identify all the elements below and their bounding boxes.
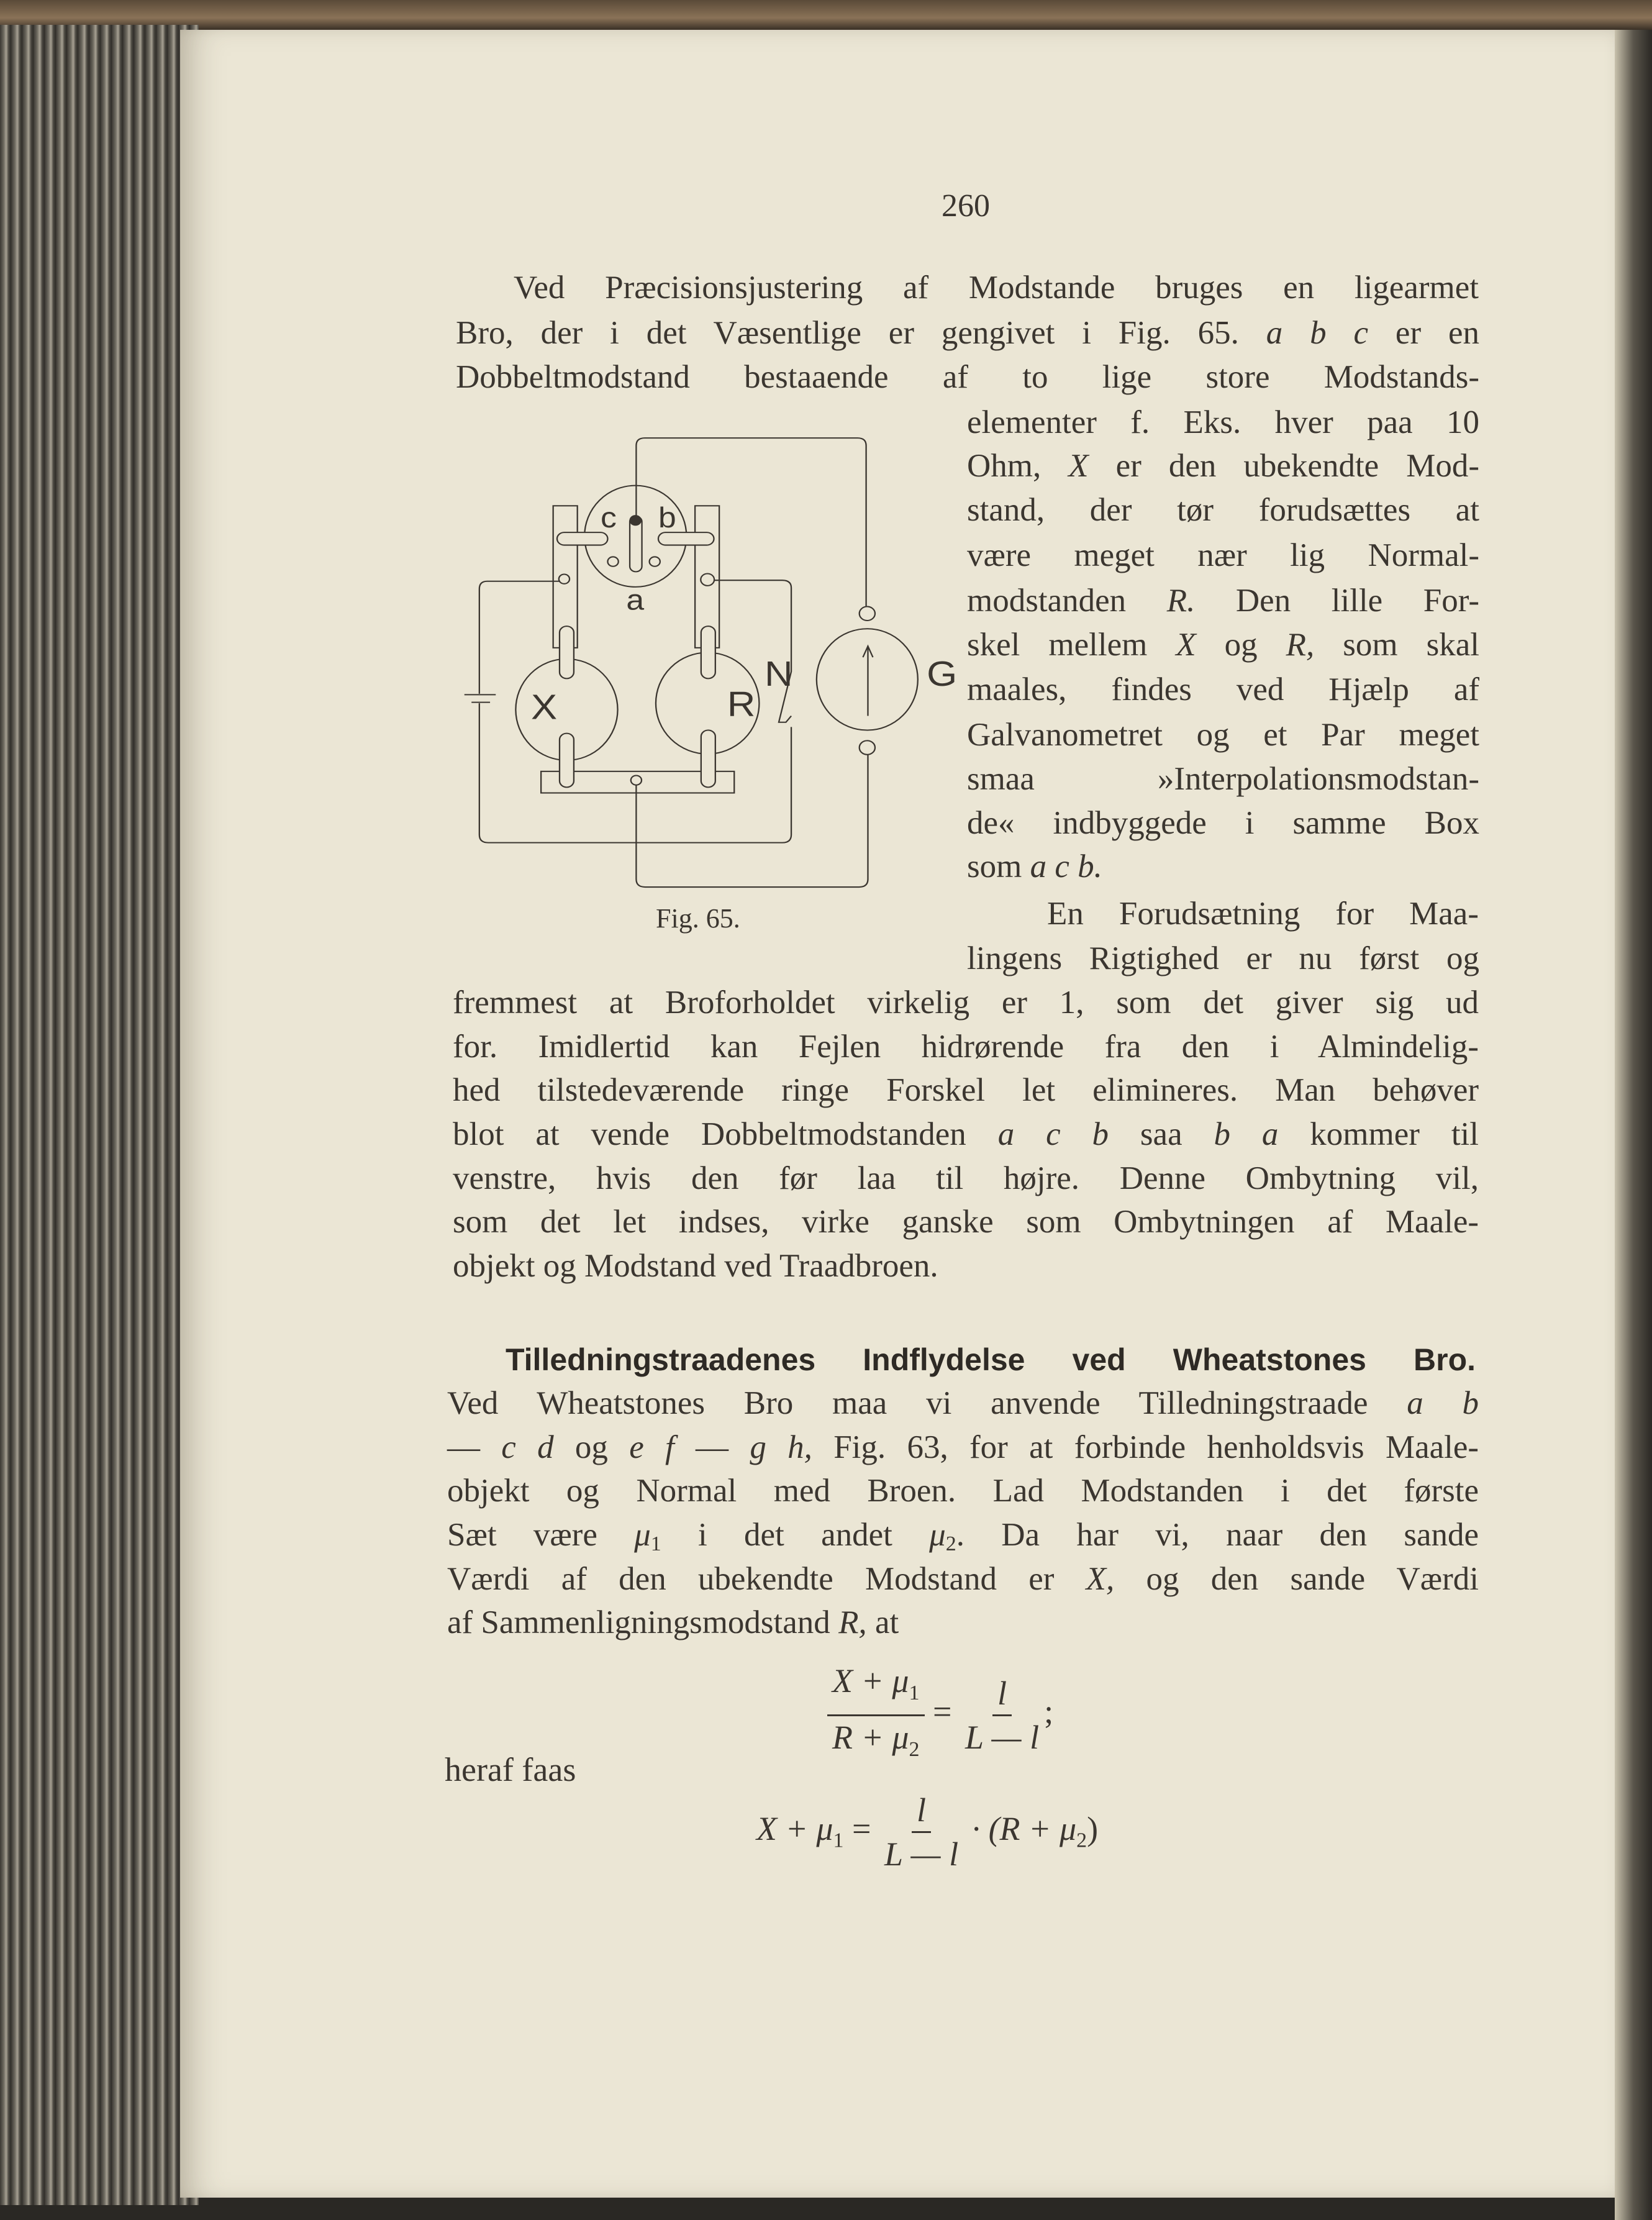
page-stack-edges [0, 25, 199, 2205]
text-line [453, 1244, 1479, 1288]
text-segment: stand, der tør forudsættes at [967, 492, 1479, 528]
text-segment: elementer f. Eks. hver paa 10 [967, 404, 1479, 440]
figure-caption: Fig. 65. [656, 903, 740, 934]
f1-num: X + μ [832, 1662, 909, 1699]
text-segment: X [1068, 448, 1089, 484]
text-segment: — [674, 1429, 750, 1465]
text-segment: er den ubekendte Mod- [1088, 448, 1480, 484]
label-r: R [727, 684, 756, 724]
label-a: a [626, 585, 645, 616]
text-line [967, 936, 1479, 981]
text-segment: som [967, 848, 1030, 885]
text-segment: e f [629, 1429, 674, 1465]
figure-65-bridge-diagram [422, 404, 981, 901]
text-segment: — [447, 1429, 502, 1465]
text-line [456, 311, 1479, 355]
text-segment: b a [1214, 1116, 1279, 1152]
text-segment: Den lille For- [1195, 583, 1479, 619]
text-segment: . Da har vi, naar den sande [956, 1517, 1479, 1553]
text-segment: Ohm, [967, 448, 1069, 484]
text-line [967, 400, 1479, 445]
f1-den: R + μ [832, 1718, 909, 1756]
text-segment: at [866, 1604, 899, 1640]
text-line [967, 757, 1479, 801]
f2-lhs: X + μ [756, 1809, 833, 1847]
text-line [1047, 891, 1479, 936]
f2-lhs-sub: 1 [833, 1829, 844, 1852]
text-segment: En Forudsætning for Maa- [1047, 896, 1479, 932]
text-segment: a b c [1266, 315, 1369, 351]
text-line [453, 980, 1479, 1025]
text-segment: som det let indses, virke ganske som Ombytningen af Maale- [453, 1204, 1479, 1240]
text-line [447, 1468, 1479, 1513]
text-segment: Værdi af den ubekendte Modstand er [447, 1561, 1086, 1597]
text-line [514, 265, 1479, 310]
text-segment: blot at vende Dobbeltmodstanden [453, 1116, 998, 1152]
text-line [453, 1156, 1479, 1201]
text-line [447, 1513, 1479, 1557]
text-segment: de« indbyggede i samme Box [967, 805, 1479, 841]
book-top-edge [0, 0, 1652, 30]
section-heading: Tilledningstraadenes Indflydelse ved Wheatstones Bro. [506, 1342, 1476, 1377]
text-line [967, 801, 1479, 845]
text-segment: og [553, 1429, 630, 1465]
text-segment: X, [1086, 1561, 1115, 1597]
heraf-text: heraf faas [445, 1751, 576, 1788]
text-segment: a c b [997, 1116, 1109, 1152]
subscript: 2 [945, 1532, 956, 1555]
text-line [447, 1425, 1479, 1470]
f2-rhs-sub: 2 [1076, 1829, 1087, 1852]
text-segment: Ved Wheatstones Bro maa vi anvende Tilledningstraade [447, 1385, 1407, 1421]
text-line [456, 355, 1479, 399]
text-segment: smaa »Interpolationsmodstan- [967, 761, 1479, 797]
f1-eq: = [933, 1693, 952, 1731]
page-number: 260 [942, 188, 990, 224]
text-segment: hed tilstedeværende ringe Forskel let elimineres. Man behøver [453, 1072, 1479, 1108]
text-line [447, 1557, 1479, 1601]
text-segment: R, [1286, 627, 1315, 663]
text-segment: g h, [750, 1429, 812, 1465]
formula-1 [827, 1660, 1053, 1771]
book-gutter [1615, 30, 1652, 2220]
text-line [967, 444, 1479, 488]
f1-rnum: l [992, 1672, 1012, 1716]
text-line [453, 1112, 1479, 1157]
label-b: b [658, 502, 676, 534]
text-segment: R, [838, 1604, 867, 1640]
f2-rhs-end: ) [1087, 1809, 1099, 1847]
text-line [967, 712, 1479, 757]
text-segment: i det andet [661, 1517, 930, 1553]
text-segment: objekt og Normal med Broen. Lad Modstanden i det første [447, 1473, 1479, 1509]
f1-den-sub: 2 [909, 1737, 920, 1761]
f1-num-sub: 1 [909, 1681, 920, 1704]
text-segment: og den sande Værdi [1114, 1561, 1479, 1597]
text-segment: μ [634, 1517, 651, 1553]
formula-2 [756, 1789, 1098, 1875]
text-line [447, 1600, 1479, 1645]
text-segment: maales, findes ved Hjælp af [967, 671, 1479, 707]
text-segment: af Sammenligningsmodstand [447, 1604, 839, 1640]
text-segment: som skal [1314, 627, 1480, 663]
label-c: c [600, 502, 617, 534]
label-n: N [765, 654, 793, 694]
text-line [967, 622, 1479, 667]
text-segment: Dobbeltmodstand bestaaende af to lige store Modstands- [456, 359, 1479, 395]
text-segment: Galvanometret og et Par meget [967, 717, 1479, 753]
f2-num: l [912, 1789, 931, 1833]
text-line [453, 1068, 1479, 1112]
text-segment: lingens Rigtighed er nu først og [967, 940, 1479, 976]
text-segment: skel mellem [967, 627, 1176, 663]
text-segment: Ved Præcisionsjustering af Modstande bruges en ligearmet [514, 270, 1479, 306]
text-segment: kommer til [1278, 1116, 1479, 1152]
text-line [967, 844, 1479, 889]
text-segment: c d [501, 1429, 554, 1465]
text-line [967, 578, 1479, 623]
text-line [447, 1381, 1479, 1426]
f1-end: ; [1044, 1693, 1054, 1731]
battery-icon [465, 694, 496, 702]
text-segment: R. [1166, 583, 1196, 619]
text-line [453, 1199, 1479, 1244]
f1-rden: L — l [965, 1718, 1040, 1756]
text-line [967, 667, 1479, 712]
text-line [453, 1024, 1479, 1069]
label-g: G [927, 654, 958, 694]
text-segment: Bro, der i det Væsentlige er gengivet i Fig. 65. [456, 315, 1266, 351]
label-x: X [531, 687, 558, 727]
text-segment: objekt og Modstand ved Traadbroen. [453, 1248, 938, 1284]
text-segment: X [1176, 627, 1196, 663]
f2-den: L — l [884, 1836, 959, 1873]
text-segment: Fig. 63, for at forbinde henholdsvis Maale- [812, 1429, 1479, 1465]
subscript: 1 [650, 1532, 661, 1555]
text-segment: Sæt være [447, 1517, 635, 1553]
text-segment: a c b. [1030, 848, 1102, 885]
text-segment: μ [929, 1517, 946, 1553]
text-segment: og [1196, 627, 1286, 663]
f2-eq: = [852, 1809, 871, 1847]
text-line [967, 533, 1479, 578]
text-segment: a b [1407, 1385, 1479, 1421]
f2-rhs: · (R + μ [971, 1809, 1077, 1847]
text-line [967, 488, 1479, 532]
text-segment: er en [1368, 315, 1479, 351]
text-segment: for. Imidlertid kan Fejlen hidrørende fra den i Almindelig- [453, 1029, 1479, 1065]
text-segment: fremmest at Broforholdet virkelig er 1, som det giver sig ud [453, 985, 1479, 1021]
galvanometer-icon [817, 607, 918, 755]
text-segment: modstanden [967, 583, 1167, 619]
text-segment: saa [1109, 1116, 1214, 1152]
text-segment: være meget nær lig Normal- [967, 537, 1479, 573]
text-segment: venstre, hvis den før laa til højre. Denne Ombytning vil, [453, 1160, 1479, 1196]
